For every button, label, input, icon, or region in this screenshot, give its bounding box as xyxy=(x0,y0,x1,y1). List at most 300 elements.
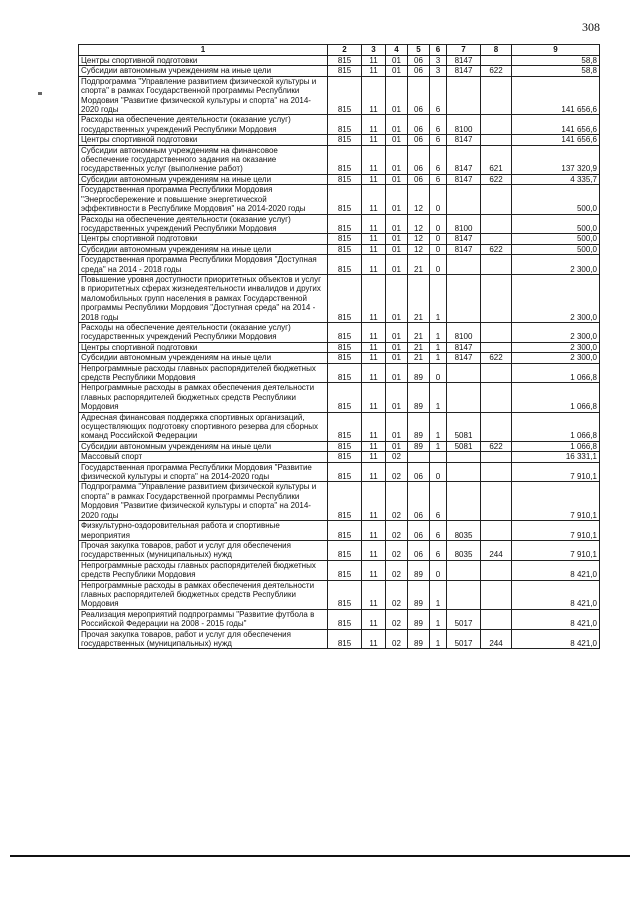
row-amount: 141 656,6 xyxy=(512,76,600,115)
row-label: Непрограммные расходы главных распорядителей бюджетных средств Республики Мордовия xyxy=(79,560,328,580)
row-code: 01 xyxy=(386,342,408,352)
row-code: 1 xyxy=(430,609,447,629)
row-code: 5017 xyxy=(447,609,481,629)
table-row xyxy=(79,66,600,76)
row-code: 02 xyxy=(386,462,408,482)
row-code xyxy=(481,363,512,383)
row-code: 11 xyxy=(362,135,386,145)
row-code: 12 xyxy=(408,244,430,254)
row-code: 8147 xyxy=(447,56,481,66)
row-code: 11 xyxy=(362,244,386,254)
row-code: 01 xyxy=(386,353,408,363)
row-code: 6 xyxy=(430,76,447,115)
row-code: 815 xyxy=(328,629,362,649)
row-code: 12 xyxy=(408,185,430,214)
row-code: 6 xyxy=(430,482,447,521)
row-label: Массовый спорт xyxy=(79,452,328,462)
row-code: 8100 xyxy=(447,214,481,234)
table-row xyxy=(79,580,600,609)
row-label: Расходы на обеспечение деятельности (оказание услуг) государственных учреждений Республики Мордовия xyxy=(79,214,328,234)
row-code: 11 xyxy=(362,363,386,383)
row-code xyxy=(447,452,481,462)
row-code: 815 xyxy=(328,76,362,115)
row-amount: 7 910,1 xyxy=(512,462,600,482)
row-code: 06 xyxy=(408,462,430,482)
table-row xyxy=(79,255,600,275)
row-code: 89 xyxy=(408,383,430,412)
row-code xyxy=(447,274,481,322)
column-header: 7 xyxy=(447,45,481,56)
row-code xyxy=(481,580,512,609)
row-code: 815 xyxy=(328,560,362,580)
row-code: 1 xyxy=(430,412,447,441)
row-amount: 1 066,8 xyxy=(512,441,600,451)
row-code xyxy=(481,482,512,521)
row-code: 01 xyxy=(386,145,408,174)
row-amount: 500,0 xyxy=(512,234,600,244)
row-code: 1 xyxy=(430,342,447,352)
row-code: 11 xyxy=(362,66,386,76)
row-label: Непрограммные расходы в рамках обеспечения деятельности главных распорядителей бюджетных средств Республики Мордовия xyxy=(79,580,328,609)
row-label: Субсидии автономным учреждениям на иные цели xyxy=(79,441,328,451)
row-amount: 8 421,0 xyxy=(512,629,600,649)
row-code: 8035 xyxy=(447,521,481,541)
table-row xyxy=(79,412,600,441)
row-code: 11 xyxy=(362,234,386,244)
row-code: 6 xyxy=(430,115,447,135)
table-row xyxy=(79,482,600,521)
row-code xyxy=(481,412,512,441)
row-code: 01 xyxy=(386,135,408,145)
row-code xyxy=(481,115,512,135)
row-code: 89 xyxy=(408,580,430,609)
row-label: Субсидии автономным учреждениям на финансовое обеспечение государственного задания на оказание государственных услуг (выполнение работ) xyxy=(79,145,328,174)
row-code: 0 xyxy=(430,255,447,275)
row-code: 1 xyxy=(430,322,447,342)
row-code: 8035 xyxy=(447,540,481,560)
row-code: 815 xyxy=(328,441,362,451)
table-row xyxy=(79,174,600,184)
table-row xyxy=(79,441,600,451)
row-code xyxy=(481,609,512,629)
row-code: 0 xyxy=(430,462,447,482)
row-code: 8147 xyxy=(447,353,481,363)
row-code: 8147 xyxy=(447,244,481,254)
row-code: 06 xyxy=(408,145,430,174)
row-code: 01 xyxy=(386,363,408,383)
row-code: 02 xyxy=(386,580,408,609)
row-code: 21 xyxy=(408,353,430,363)
row-code: 815 xyxy=(328,145,362,174)
row-code xyxy=(481,274,512,322)
row-code: 815 xyxy=(328,540,362,560)
row-amount: 2 300,0 xyxy=(512,255,600,275)
row-code xyxy=(481,452,512,462)
row-code: 11 xyxy=(362,56,386,66)
column-header: 6 xyxy=(430,45,447,56)
row-code: 6 xyxy=(430,174,447,184)
row-code xyxy=(447,363,481,383)
row-code: 11 xyxy=(362,412,386,441)
row-code: 8100 xyxy=(447,115,481,135)
row-code xyxy=(447,580,481,609)
row-code: 11 xyxy=(362,115,386,135)
row-code xyxy=(481,135,512,145)
row-label: Субсидии автономным учреждениям на иные цели xyxy=(79,66,328,76)
table-row xyxy=(79,322,600,342)
row-code: 5017 xyxy=(447,629,481,649)
row-label: Прочая закупка товаров, работ и услуг для обеспечения государственных (муниципальных) нужд xyxy=(79,540,328,560)
row-code: 6 xyxy=(430,145,447,174)
row-code: 11 xyxy=(362,185,386,214)
row-code: 21 xyxy=(408,274,430,322)
row-code: 06 xyxy=(408,66,430,76)
row-code: 0 xyxy=(430,185,447,214)
row-label: Государственная программа Республики Мордовия "Энергосбережение и повышение энергетической эффективности в Республике Мордовия" на 2014-2020 годы xyxy=(79,185,328,214)
row-label: Субсидии автономным учреждениям на иные цели xyxy=(79,174,328,184)
row-code: 815 xyxy=(328,115,362,135)
table-row xyxy=(79,274,600,322)
page-number: 308 xyxy=(582,20,600,34)
row-code: 815 xyxy=(328,342,362,352)
row-code: 02 xyxy=(386,482,408,521)
row-amount: 7 910,1 xyxy=(512,540,600,560)
row-code: 01 xyxy=(386,234,408,244)
row-code: 11 xyxy=(362,383,386,412)
table-row xyxy=(79,244,600,254)
row-code: 815 xyxy=(328,66,362,76)
row-amount: 2 300,0 xyxy=(512,353,600,363)
row-label: Подпрограмма "Управление развитием физической культуры и спорта" в рамках Государственной программы Республики Мордовия "Развитие физической культуры и спорта" на 2014-2020 годы xyxy=(79,76,328,115)
row-code: 815 xyxy=(328,462,362,482)
row-code: 6 xyxy=(430,521,447,541)
row-amount: 16 331,1 xyxy=(512,452,600,462)
row-label: Центры спортивной подготовки xyxy=(79,135,328,145)
row-code xyxy=(481,56,512,66)
table-row xyxy=(79,521,600,541)
budget-table xyxy=(78,44,600,649)
row-code: 815 xyxy=(328,363,362,383)
row-code: 11 xyxy=(362,255,386,275)
row-code: 02 xyxy=(386,629,408,649)
row-code: 815 xyxy=(328,234,362,244)
row-code: 8147 xyxy=(447,145,481,174)
row-code: 11 xyxy=(362,353,386,363)
row-code xyxy=(408,452,430,462)
row-code xyxy=(481,462,512,482)
row-code: 244 xyxy=(481,629,512,649)
row-code: 11 xyxy=(362,560,386,580)
row-code: 01 xyxy=(386,56,408,66)
row-code xyxy=(481,322,512,342)
row-code xyxy=(447,560,481,580)
row-code: 0 xyxy=(430,560,447,580)
table-row xyxy=(79,609,600,629)
row-code: 21 xyxy=(408,342,430,352)
row-code xyxy=(447,185,481,214)
row-code: 622 xyxy=(481,244,512,254)
row-label: Непрограммные расходы в рамках обеспечения деятельности главных распорядителей бюджетных средств Республики Мордовия xyxy=(79,383,328,412)
row-label: Субсидии автономным учреждениям на иные цели xyxy=(79,353,328,363)
table-row xyxy=(79,115,600,135)
row-code xyxy=(481,185,512,214)
row-code: 89 xyxy=(408,560,430,580)
row-code: 11 xyxy=(362,540,386,560)
row-label: Адресная финансовая поддержка спортивных организаций, осуществляющих подготовку спортивного резерва для сборных команд Российской Федерации xyxy=(79,412,328,441)
row-code: 244 xyxy=(481,540,512,560)
row-code: 3 xyxy=(430,66,447,76)
table-row xyxy=(79,234,600,244)
row-code: 815 xyxy=(328,185,362,214)
row-code: 815 xyxy=(328,353,362,363)
row-code: 621 xyxy=(481,145,512,174)
row-code: 815 xyxy=(328,482,362,521)
row-code: 5081 xyxy=(447,412,481,441)
row-code: 6 xyxy=(430,135,447,145)
row-code: 815 xyxy=(328,322,362,342)
row-code: 11 xyxy=(362,629,386,649)
row-code: 1 xyxy=(430,383,447,412)
row-code: 06 xyxy=(408,482,430,521)
row-code xyxy=(447,482,481,521)
row-code: 1 xyxy=(430,629,447,649)
row-code: 11 xyxy=(362,274,386,322)
table-row xyxy=(79,342,600,352)
row-code: 11 xyxy=(362,609,386,629)
row-code: 11 xyxy=(362,145,386,174)
row-code: 06 xyxy=(408,521,430,541)
row-code: 622 xyxy=(481,353,512,363)
row-code: 01 xyxy=(386,76,408,115)
table-row xyxy=(79,56,600,66)
row-code: 01 xyxy=(386,185,408,214)
row-code: 11 xyxy=(362,322,386,342)
row-code: 89 xyxy=(408,441,430,451)
row-code: 02 xyxy=(386,560,408,580)
row-code xyxy=(481,76,512,115)
row-code: 815 xyxy=(328,412,362,441)
table-row xyxy=(79,540,600,560)
row-amount: 7 910,1 xyxy=(512,482,600,521)
row-code xyxy=(481,234,512,244)
column-header: 5 xyxy=(408,45,430,56)
row-code: 622 xyxy=(481,441,512,451)
row-code: 815 xyxy=(328,452,362,462)
row-code: 02 xyxy=(386,452,408,462)
row-code: 0 xyxy=(430,214,447,234)
row-code: 89 xyxy=(408,412,430,441)
table-row xyxy=(79,214,600,234)
row-amount: 1 066,8 xyxy=(512,412,600,441)
row-code: 01 xyxy=(386,66,408,76)
row-code: 815 xyxy=(328,135,362,145)
row-amount: 58,8 xyxy=(512,56,600,66)
row-code: 5081 xyxy=(447,441,481,451)
row-code: 8147 xyxy=(447,66,481,76)
scan-mark xyxy=(38,92,42,95)
row-code: 815 xyxy=(328,174,362,184)
column-header: 8 xyxy=(481,45,512,56)
table-row xyxy=(79,145,600,174)
row-code: 8100 xyxy=(447,322,481,342)
row-code: 06 xyxy=(408,56,430,66)
row-code: 11 xyxy=(362,462,386,482)
row-code: 8147 xyxy=(447,342,481,352)
column-header: 2 xyxy=(328,45,362,56)
row-code: 01 xyxy=(386,383,408,412)
row-label: Реализация мероприятий подпрограммы "Развитие футбола в Российской Федерации на 2008 - 2015 годы" xyxy=(79,609,328,629)
row-code: 21 xyxy=(408,255,430,275)
table-row xyxy=(79,452,600,462)
row-code: 815 xyxy=(328,580,362,609)
row-label: Центры спортивной подготовки xyxy=(79,234,328,244)
row-code: 89 xyxy=(408,363,430,383)
table-row xyxy=(79,185,600,214)
row-amount: 1 066,8 xyxy=(512,363,600,383)
row-label: Расходы на обеспечение деятельности (оказание услуг) государственных учреждений Республики Мордовия xyxy=(79,322,328,342)
row-label: Центры спортивной подготовки xyxy=(79,342,328,352)
row-amount: 1 066,8 xyxy=(512,383,600,412)
row-code: 11 xyxy=(362,76,386,115)
row-code: 1 xyxy=(430,580,447,609)
row-code xyxy=(481,560,512,580)
row-code: 11 xyxy=(362,452,386,462)
table-row xyxy=(79,629,600,649)
row-code xyxy=(481,383,512,412)
row-code: 01 xyxy=(386,244,408,254)
row-label: Подпрограмма "Управление развитием физической культуры и спорта" в рамках Государственной программы Республики Мордовия "Развитие физической культуры и спорта" на 2014-2020 годы xyxy=(79,482,328,521)
table-row xyxy=(79,353,600,363)
row-amount: 141 656,6 xyxy=(512,135,600,145)
row-code xyxy=(430,452,447,462)
row-code: 12 xyxy=(408,214,430,234)
row-code xyxy=(481,214,512,234)
row-code: 11 xyxy=(362,482,386,521)
row-code: 11 xyxy=(362,342,386,352)
row-code: 02 xyxy=(386,609,408,629)
row-code: 6 xyxy=(430,540,447,560)
row-code: 06 xyxy=(408,115,430,135)
row-code: 815 xyxy=(328,609,362,629)
row-code: 1 xyxy=(430,274,447,322)
row-code: 11 xyxy=(362,441,386,451)
row-code: 89 xyxy=(408,629,430,649)
row-code: 06 xyxy=(408,135,430,145)
row-code: 12 xyxy=(408,234,430,244)
row-code xyxy=(447,76,481,115)
row-code: 02 xyxy=(386,540,408,560)
row-code: 0 xyxy=(430,244,447,254)
table-row xyxy=(79,383,600,412)
row-code xyxy=(481,255,512,275)
row-code: 11 xyxy=(362,214,386,234)
row-code: 815 xyxy=(328,383,362,412)
row-label: Центры спортивной подготовки xyxy=(79,56,328,66)
row-label: Физкультурно-оздоровительная работа и спортивные мероприятия xyxy=(79,521,328,541)
header-row xyxy=(79,45,600,56)
table-row xyxy=(79,560,600,580)
column-header: 4 xyxy=(386,45,408,56)
row-code: 1 xyxy=(430,441,447,451)
row-code: 815 xyxy=(328,274,362,322)
column-header: 9 xyxy=(512,45,600,56)
row-label: Субсидии автономным учреждениям на иные цели xyxy=(79,244,328,254)
row-code: 02 xyxy=(386,521,408,541)
row-amount: 500,0 xyxy=(512,214,600,234)
row-code: 01 xyxy=(386,174,408,184)
row-code: 11 xyxy=(362,174,386,184)
row-code: 01 xyxy=(386,322,408,342)
row-code: 815 xyxy=(328,244,362,254)
row-code: 622 xyxy=(481,66,512,76)
row-code: 8147 xyxy=(447,135,481,145)
row-code: 1 xyxy=(430,353,447,363)
row-code: 11 xyxy=(362,521,386,541)
row-code: 21 xyxy=(408,322,430,342)
row-amount: 137 320,9 xyxy=(512,145,600,174)
row-label: Расходы на обеспечение деятельности (оказание услуг) государственных учреждений Республики Мордовия xyxy=(79,115,328,135)
row-label: Государственная программа Республики Мордовия "Развитие физической культуры и спорта" на 2014-2020 годы xyxy=(79,462,328,482)
row-code: 815 xyxy=(328,255,362,275)
row-code: 8147 xyxy=(447,234,481,244)
row-code: 06 xyxy=(408,76,430,115)
row-code xyxy=(481,342,512,352)
row-code: 01 xyxy=(386,255,408,275)
row-code: 89 xyxy=(408,609,430,629)
row-code: 622 xyxy=(481,174,512,184)
row-amount: 8 421,0 xyxy=(512,560,600,580)
row-code: 06 xyxy=(408,174,430,184)
bottom-rule xyxy=(10,855,630,857)
row-amount: 2 300,0 xyxy=(512,342,600,352)
row-code: 815 xyxy=(328,56,362,66)
row-code xyxy=(447,383,481,412)
row-code: 815 xyxy=(328,214,362,234)
row-code xyxy=(447,462,481,482)
column-header: 1 xyxy=(79,45,328,56)
row-amount: 58,8 xyxy=(512,66,600,76)
table-row xyxy=(79,462,600,482)
row-amount: 141 656,6 xyxy=(512,115,600,135)
row-amount: 4 335,7 xyxy=(512,174,600,184)
table-row xyxy=(79,363,600,383)
row-code: 815 xyxy=(328,521,362,541)
row-code: 01 xyxy=(386,214,408,234)
column-header: 3 xyxy=(362,45,386,56)
row-amount: 8 421,0 xyxy=(512,609,600,629)
row-amount: 500,0 xyxy=(512,244,600,254)
row-code: 06 xyxy=(408,540,430,560)
row-code xyxy=(481,521,512,541)
row-code: 0 xyxy=(430,363,447,383)
row-amount: 7 910,1 xyxy=(512,521,600,541)
row-code: 01 xyxy=(386,412,408,441)
row-code: 0 xyxy=(430,234,447,244)
row-amount: 2 300,0 xyxy=(512,322,600,342)
row-code: 01 xyxy=(386,441,408,451)
row-code: 01 xyxy=(386,115,408,135)
table-row xyxy=(79,135,600,145)
row-label: Государственная программа Республики Мордовия "Доступная среда" на 2014 - 2018 годы xyxy=(79,255,328,275)
row-code: 11 xyxy=(362,580,386,609)
table-header xyxy=(79,45,600,56)
row-amount: 2 300,0 xyxy=(512,274,600,322)
row-code: 3 xyxy=(430,56,447,66)
table-body xyxy=(79,56,600,649)
row-amount: 500,0 xyxy=(512,185,600,214)
row-label: Прочая закупка товаров, работ и услуг для обеспечения государственных (муниципальных) нужд xyxy=(79,629,328,649)
table-row xyxy=(79,76,600,115)
